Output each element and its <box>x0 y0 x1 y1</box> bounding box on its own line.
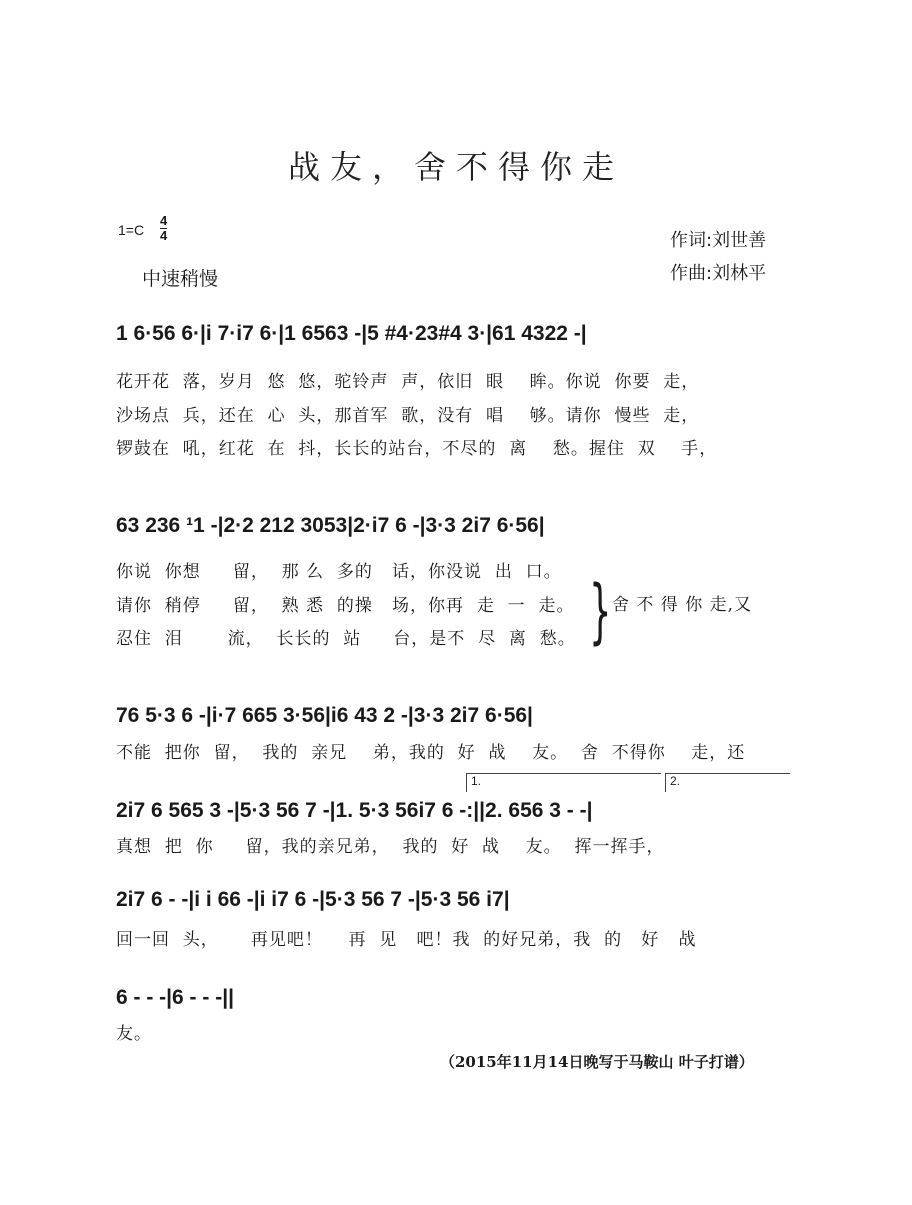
notation-line: 6 - - -|6 - - -|| <box>116 986 234 1009</box>
lyric-line: 不能 把你 留， 我的 亲兄 弟，我的 好 战 友。 舍 不得你 走，还 <box>116 743 746 763</box>
lyric-line-verse-1: 你说 你想 留， 那 么 多的 话，你没说 出 口。 <box>116 562 562 582</box>
notation-line: 2i7 6 - -|i i 66 -|i i7 6 -|5·3 56 7 -|5·3 56 i7| <box>116 888 510 911</box>
score-system-1 <box>116 322 792 356</box>
footer-note: （2015年11月14日晚写于马鞍山 叶子打谱） <box>440 1053 754 1071</box>
score-system-3 <box>116 704 792 738</box>
time-signature-top: 4 <box>160 213 168 228</box>
notation-line: 2i7 6 565 3 -|5·3 56 7 -|1. 5·3 56i7 6 -:||2. 656 3 - -| <box>116 799 593 822</box>
notation-line: 1 6·56 6·|i 7·i7 6·|1 6563 -|5 #4·23#4 3·|61 4322 -| <box>116 322 587 345</box>
verse-brace: } <box>589 570 612 652</box>
score-title: 战友，舍不得你走 <box>287 148 624 186</box>
time-signature <box>160 214 167 243</box>
lyric-line-verse-2: 沙场点 兵，还在 心 头，那首军 歌，没有 唱 够。请你 慢些 走， <box>116 406 700 426</box>
score-system-4 <box>116 799 792 833</box>
composer-credit: 作曲:刘林平 <box>670 263 767 284</box>
score-system-2 <box>116 514 792 548</box>
lyricist-credit: 作词:刘世善 <box>670 230 767 251</box>
time-signature-bottom: 4 <box>160 228 168 243</box>
score-system-6 <box>116 986 792 1020</box>
lyric-line-verse-2: 请你 稍停 留， 熟 悉 的操 场，你再 走 一 走。 <box>116 596 575 616</box>
tempo-marking: 中速稍慢 <box>142 268 219 290</box>
first-ending-bracket: 1. <box>466 773 661 792</box>
lyric-line-verse-1: 花开花 落，岁月 悠 悠，驼铃声 声，依旧 眼 眸。你说 你要 走， <box>116 372 700 392</box>
lyric-line: 回一回 头， 再见吧！ 再 见 吧！我 的好兄弟，我 的 好 战 <box>116 930 697 950</box>
lyric-line: 友。 <box>116 1024 152 1044</box>
notation-line: 63 236 ¹1 -|2·2 212 3053|2·i7 6 -|3·3 2i7 6·56| <box>116 514 545 537</box>
score-system-5 <box>116 888 792 922</box>
second-ending-bracket: 2. <box>665 773 790 792</box>
refrain-lyric: 舍 不 得 你 走,又 <box>612 595 753 615</box>
key-signature: 1=C <box>118 222 145 238</box>
notation-line: 76 5·3 6 -|i·7 665 3·56|i6 43 2 -|3·3 2i7 6·56| <box>116 704 533 727</box>
lyric-line-verse-3: 忍住 泪 流， 长长的 站 台，是不 尽 离 愁。 <box>116 629 576 649</box>
lyric-line: 真想 把 你 留，我的亲兄弟， 我的 好 战 友。 挥一挥手， <box>116 837 665 857</box>
lyric-line-verse-3: 锣鼓在 吼，红花 在 抖，长长的站台，不尽的 离 愁。握住 双 手， <box>116 439 718 459</box>
